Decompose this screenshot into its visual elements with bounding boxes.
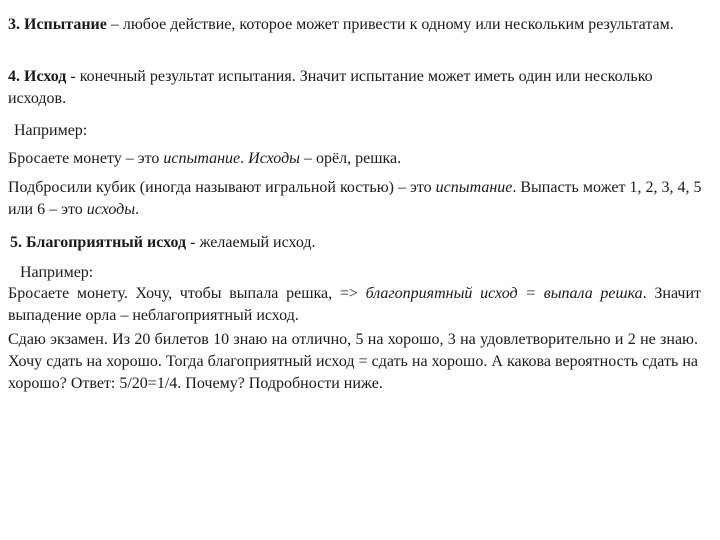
term-favorable-outcome: 5. Благоприятный исход (10, 234, 187, 251)
definition-favorable-text: - желаемый исход. (186, 234, 316, 251)
coin-example (8, 148, 708, 170)
favorable-coin-text-2: . Значит выпадение орла – неблагоприятный исход. (8, 285, 702, 324)
term-trial: 3. Испытание (8, 16, 107, 33)
example-label-2: Например: (20, 264, 94, 281)
coin-example-text-3: – орёл, решка. (300, 150, 402, 167)
favorable-coin-text-1: Бросаете монету. Хочу, чтобы выпала решка, => (8, 285, 366, 302)
definition-outcome-text: - конечный результат испытания. Значит испытание может иметь один или несколько исходов. (8, 68, 653, 107)
favorable-coin-example (8, 283, 701, 327)
coin-example-text-2: . (240, 150, 249, 167)
favorable-coin-italic: благоприятный исход = выпала решка (365, 285, 643, 302)
definition-outcome (8, 66, 708, 110)
coin-example-outcomes: Исходы (248, 150, 301, 167)
definition-trial-text: – любое действие, которое может привести к одному или нескольким результатам. (106, 16, 674, 33)
example-label-1: Например: (14, 122, 88, 139)
die-example-text-2: . Выпасть может 1, 2, 3, 4, 5 или 6 – это (8, 179, 702, 218)
die-example-outcomes: исходы (86, 201, 136, 218)
exam-example: Сдаю экзамен. Из 20 билетов 10 знаю на отлично, 5 на хорошо, 3 на удовлетворительно и 2 не знаю. Хочу сдать на хорошо. Тогда благоприятный исход = сдать на хорошо. А какова вероятность сдать на хорошо? Ответ: 5/20=1/4. Почему? Подробности ниже. (8, 331, 698, 392)
die-example-text-1: Подбросили кубик (иногда называют игральной костью) – это (8, 179, 436, 196)
die-example-text-3: . (135, 201, 140, 218)
term-outcome: 4. Исход (8, 68, 67, 85)
die-example-trial: испытание (435, 179, 513, 196)
die-example (8, 177, 711, 221)
definition-favorable-outcome (10, 232, 710, 254)
definition-trial (8, 14, 708, 36)
coin-example-text-1: Бросаете монету – это (8, 150, 164, 167)
coin-example-trial: испытание (163, 150, 241, 167)
